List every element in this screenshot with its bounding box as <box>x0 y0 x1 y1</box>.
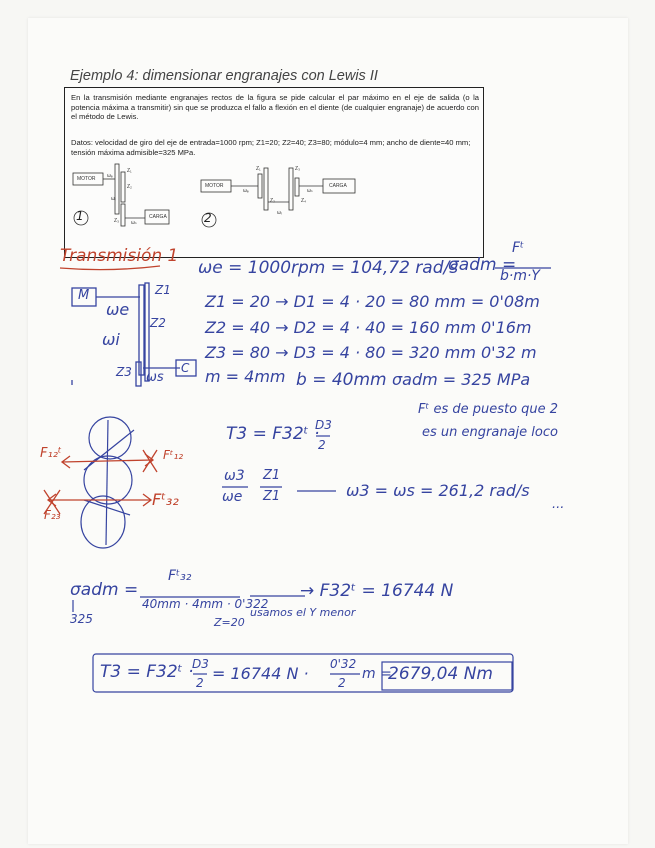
fig2-motor-label: MOTOR <box>205 183 224 189</box>
sketch-z2-label: Z2 <box>150 316 166 330</box>
fig1-ws-label: ωₛ <box>131 220 137 226</box>
sketch-gear-2 <box>145 283 149 381</box>
sketch-z1-label: Z1 <box>155 283 171 297</box>
sigma-formula-numerator: Fᵗ <box>512 240 525 256</box>
ratio-den-1: ωe <box>222 489 243 505</box>
note-idler-1: Fᵗ es de puesto que 2 <box>418 402 559 417</box>
fig2-z1-label: Z₁ <box>256 166 261 172</box>
ratio-den-2: Z1 <box>263 489 281 504</box>
diameter-line-3: Z3 = 80 → D3 = 4 · 80 = 320 mm 0'32 m <box>205 343 537 362</box>
sigma-adm-value: σadm = 325 MPa <box>392 370 531 389</box>
fig1-wi-label: ωᵢ <box>111 196 116 202</box>
page-title: Ejemplo 4: dimensionar engranajes con Lewis II <box>70 68 378 84</box>
sigma2-lhs: σadm = <box>70 580 139 600</box>
fig2-ws-label: ωₛ <box>307 188 313 194</box>
final-den: 2 <box>196 676 204 690</box>
sketch-ws-label: ωs <box>146 370 164 385</box>
fig1-motor-label: MOTOR <box>77 176 96 182</box>
section-title: Transmisión 1 <box>60 246 179 266</box>
fig2-z2-label: Z₂ <box>270 198 275 204</box>
force-label-f1: F₁₂ᵗ <box>40 446 62 461</box>
fig2-z3-label: Z₃ <box>295 166 301 172</box>
value-z20: Z=20 <box>214 616 245 629</box>
fig1-z3-label: Z₃ <box>114 218 120 224</box>
force-label-f23: F₂₃ <box>44 508 61 522</box>
fig1-z2-label: Z₂ <box>127 184 132 190</box>
sigma2-den: 40mm · 4mm · 0'322 <box>142 597 269 611</box>
fig2-we-label: ωₑ <box>243 188 249 194</box>
output-speed-result: ω3 = ωs = 261,2 rad/s <box>346 481 530 500</box>
sigma2-num: Fᵗ₃₂ <box>168 568 192 584</box>
torque-formula-num: D3 <box>315 418 332 432</box>
fig1-we-label: ωₑ <box>107 173 113 179</box>
width-value: b = 40mm <box>296 370 387 390</box>
fig1-z1-label: Z₁ <box>127 168 132 174</box>
note-idler-2: es un engranaje loco <box>422 425 558 440</box>
note-smaller-y: usamos el Y menor <box>250 606 356 619</box>
final-unit: m = <box>362 666 392 682</box>
diameter-line-1: Z1 = 20 → D1 = 4 · 20 = 80 mm = 0'08m <box>205 292 540 311</box>
sigma-formula-denominator: b·m·Y <box>500 268 540 284</box>
fig2-z4-label: Z₄ <box>301 198 307 204</box>
force-label-f12: Fᵗ₁₂ <box>163 448 184 462</box>
input-speed-equation: ωe = 1000rpm = 104,72 rad/s <box>198 258 459 278</box>
ratio-num-1: ω3 <box>224 468 245 484</box>
final-paren-num: 0'32 <box>330 657 357 671</box>
fig1-number: 1 <box>76 209 84 223</box>
final-paren-den: 2 <box>338 676 346 690</box>
problem-data: Datos: velocidad de giro del eje de entrada=1000 rpm; Z1=20; Z2=40; Z3=80; módulo=4 mm; ancho de diente=40 mm; tensión máxima admisible=325 MPa. <box>71 138 471 157</box>
torque-formula-lhs: T3 = F32ᵗ · <box>226 424 320 444</box>
module-value: m = 4mm <box>205 367 286 386</box>
fig2-wi-label: ωᵢ <box>277 210 282 216</box>
final-mid: = 16744 N · <box>212 664 309 683</box>
force-label-f32: Fᵗ₃₂ <box>152 490 179 509</box>
final-lhs: T3 = F32ᵗ · <box>100 662 194 682</box>
ratio-num-2: Z1 <box>263 468 281 483</box>
force-result: → F32ᵗ = 16744 N <box>300 581 454 601</box>
sketch-we-label: ωe <box>106 300 130 319</box>
final-result: 2679,04 Nm <box>388 664 493 684</box>
sketch-load-label: C <box>181 361 190 375</box>
final-num: D3 <box>192 657 209 671</box>
sketch-motor-label: M <box>78 288 90 303</box>
fig2-load-label: CARGA <box>329 183 347 189</box>
torque-formula-den: 2 <box>318 438 326 452</box>
sketch-wi-label: ωi <box>102 330 120 349</box>
value-325: 325 <box>70 612 93 626</box>
ellipsis-mark: ... <box>552 497 565 512</box>
fig2-number: 2 <box>204 211 212 225</box>
problem-statement: En la transmisión mediante engranajes rectos de la figura se pide calcular el par máximo en el eje de salida (o la potencia máxima a transmitir) sin que se produzca el fallo a flexión en el diente (de cualquier engranaje) de acuerdo con el método de Lewis. <box>71 93 479 122</box>
sigma-formula-lhs: σadm = <box>448 255 517 275</box>
diameter-line-2: Z2 = 40 → D2 = 4 · 40 = 160 mm 0'16m <box>205 318 532 337</box>
section-underline <box>60 266 160 270</box>
fig1-load-label: CARGA <box>149 214 167 220</box>
sketch-z3-label: Z3 <box>116 365 132 379</box>
